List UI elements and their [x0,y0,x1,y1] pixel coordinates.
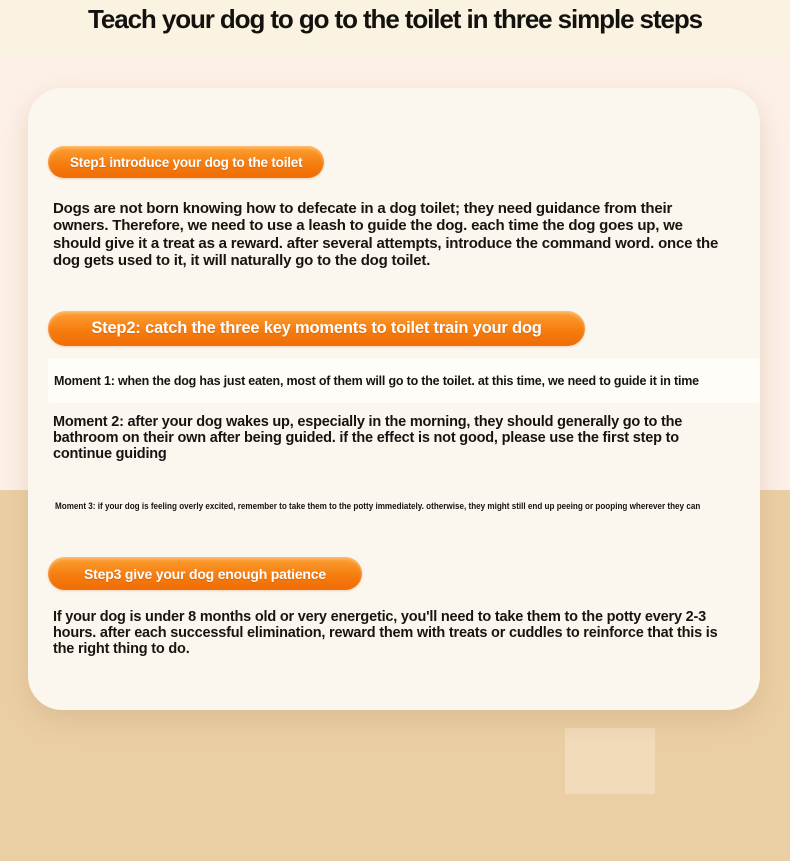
step2-pill [48,311,585,346]
moment1-strip [48,358,760,403]
content-card [28,88,760,710]
page-title: Teach your dog to go to the toilet in three simple steps [88,4,702,34]
background-light-patch [565,728,655,794]
step3-pill-label: Step3 give your dog enough patience [84,565,326,582]
step2-pill-label: Step2: catch the three key moments to toilet train your dog [91,319,542,337]
moment1-text: Moment 1: when the dog has just eaten, most of them will go to the toilet. at this time, we need to guide it in time [54,373,699,388]
step1-pill [48,146,324,178]
step1-pill-label: Step1 introduce your dog to the toilet [70,154,303,170]
moment2-text: Moment 2: after your dog wakes up, especially in the morning, they should generally go to the bathroom on their own after being guided. if the effect is not good, please use the first step to continue guiding [53,414,683,462]
step1-body-text: Dogs are not born knowing how to defecate in a dog toilet; they need guidance from their owners. Therefore, we need to use a leash to guide the dog. each time the dog goes up, we should give it a treat as a reward. after several attempts, introduce the command word. once the dog gets used to it, it will naturally go to the dog toilet. [53,200,719,270]
step3-body-text: If your dog is under 8 months old or very energetic, you'll need to take them to the potty every 2-3 hours. after each successful elimination, reward them with treats or cuddles to reinforce that this is the right thing to do. [53,609,718,657]
moment3-text: Moment 3: if your dog is feeling overly excited, remember to take them to the potty immediately. otherwise, they might still end up peeing or pooping wherever they can [55,501,701,511]
step3-pill [48,557,362,590]
